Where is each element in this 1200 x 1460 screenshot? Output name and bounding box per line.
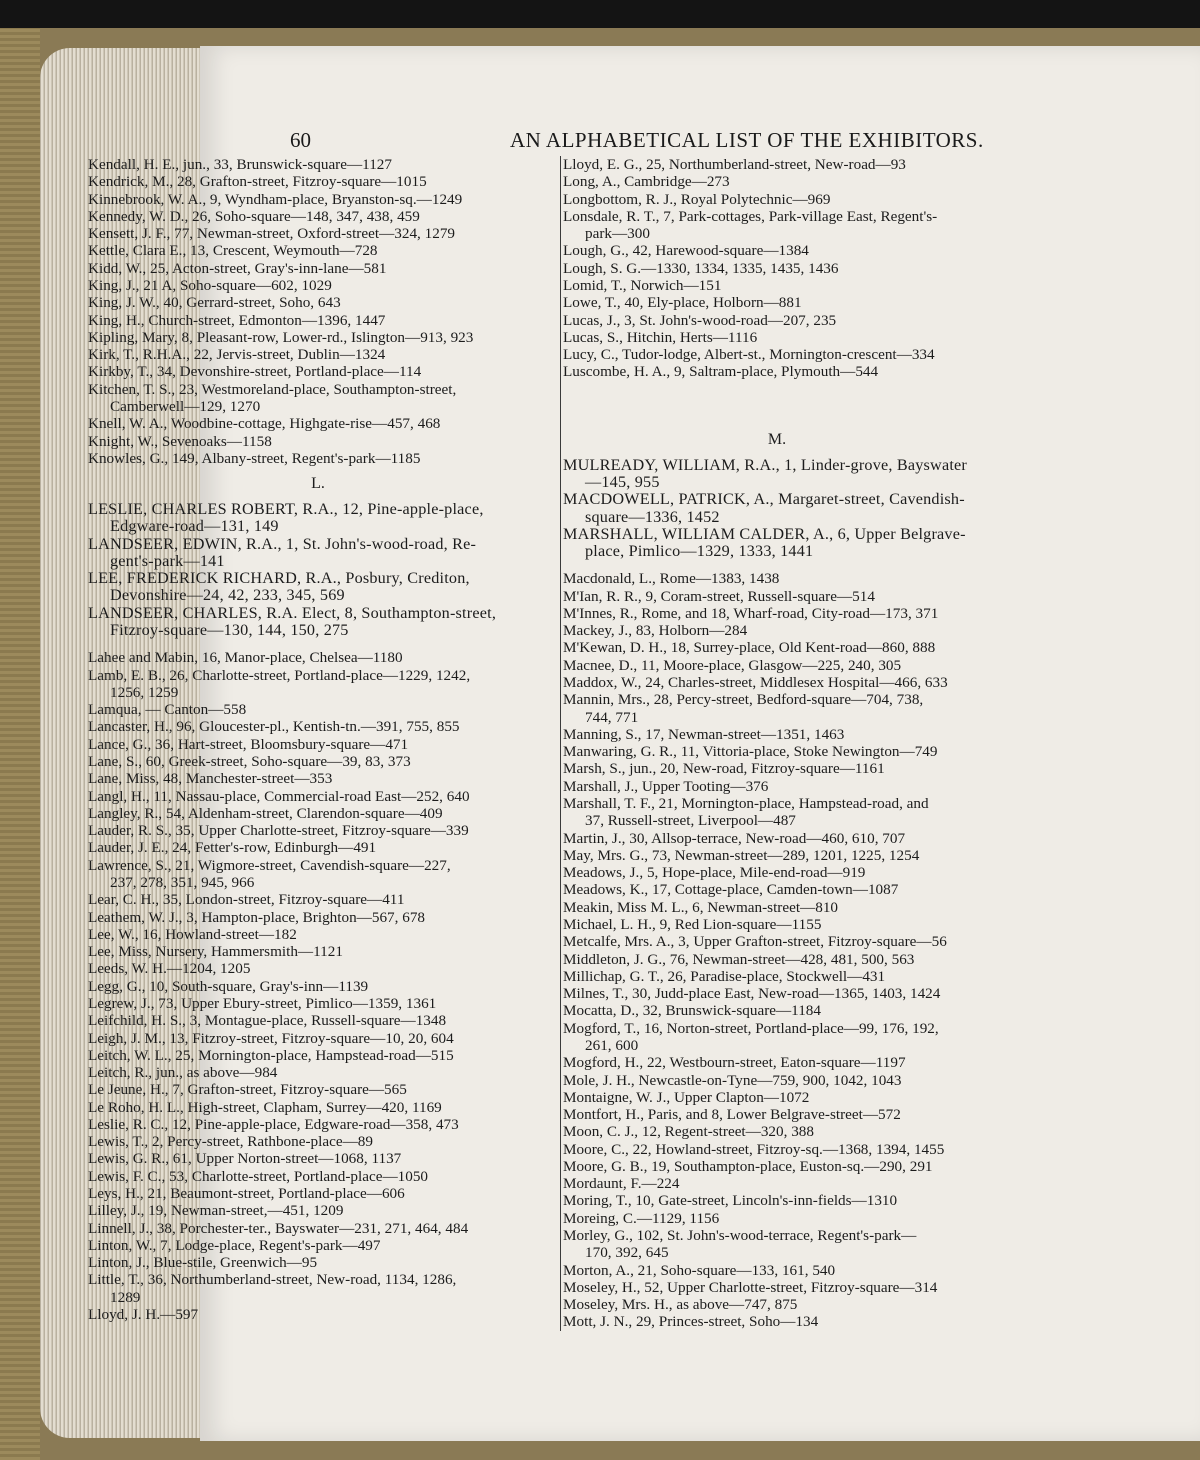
exhibitor-entry xyxy=(563,743,991,760)
exhibitor-entry xyxy=(88,191,548,208)
entry-line: Metcalfe, Mrs. A., 3, Upper Grafton-street, Fitzroy-square—56 xyxy=(563,933,947,951)
entry-line: Lloyd, E. G., 25, Northumberland-street, New-road—93 xyxy=(563,156,906,173)
exhibitor-entry xyxy=(88,1271,548,1306)
exhibitor-entry xyxy=(88,926,548,943)
entry-line: Lancaster, H., 96, Gloucester-pl., Kentish-tn.—391, 755, 855 xyxy=(88,718,460,736)
entry-continuation: Edgware-road—131, 149 xyxy=(110,517,279,536)
entry-line: Millichap, G. T., 26, Paradise-place, Stockwell—431 xyxy=(563,967,886,985)
entry-line: Lonsdale, R. T., 7, Park-cottages, Park-village East, Regent's- xyxy=(563,207,938,225)
entry-continuation: square—1336, 1452 xyxy=(585,507,720,526)
entry-line: Moseley, Mrs. H., as above—747, 875 xyxy=(563,1296,798,1314)
page-title: AN ALPHABETICAL LIST OF THE EXHIBITORS. xyxy=(510,128,984,152)
exhibitor-entry xyxy=(88,294,548,311)
exhibitor-entry xyxy=(563,691,991,726)
entry-line: Macdonald, L., Rome—1383, 1438 xyxy=(563,570,780,588)
entry-line: Longbottom, R. J., Royal Polytechnic—969 xyxy=(563,190,831,208)
exhibitor-entry xyxy=(88,1150,548,1167)
exhibitor-entry xyxy=(88,605,548,640)
spacer xyxy=(563,381,991,423)
entry-line: Leitch, W. L., 25, Mornington-place, Hampstead-road—515 xyxy=(88,1046,454,1064)
entry-line: Meadows, J., 5, Hope-place, Mile-end-road—919 xyxy=(563,864,866,882)
entry-line: Kensett, J. F., 77, Newman-street, Oxford-street—324, 1279 xyxy=(88,225,456,243)
spacer xyxy=(563,560,991,570)
entry-line: Morton, A., 21, Soho-square—133, 161, 540 xyxy=(563,1261,836,1279)
entry-line: Moseley, H., 52, Upper Charlotte-street, Fitzroy-square—314 xyxy=(563,1278,938,1296)
exhibitor-entry xyxy=(563,726,991,743)
exhibitor-entry xyxy=(563,933,991,950)
exhibitor-entry xyxy=(563,277,991,294)
entry-line: Montaigne, W. J., Upper Clapton—1072 xyxy=(563,1088,810,1106)
entry-line: Linnell, J., 38, Porchester-ter., Bayswater—231, 271, 464, 484 xyxy=(88,1219,469,1237)
entry-line: Leigh, J. M., 13, Fitzroy-street, Fitzroy-square—10, 20, 604 xyxy=(88,1029,454,1047)
entry-continuation: park—300 xyxy=(585,225,650,243)
entry-line: Moon, C. J., 12, Regent-street—320, 388 xyxy=(563,1123,814,1141)
entry-line: Milnes, T., 30, Judd-place East, New-road—1365, 1403, 1424 xyxy=(563,985,941,1003)
exhibitor-entry xyxy=(88,208,548,225)
exhibitor-entry xyxy=(88,277,548,294)
exhibitor-entry xyxy=(88,701,548,718)
exhibitor-entry xyxy=(563,526,991,561)
entry-line: Moore, G. B., 19, Southampton-place, Euston-sq.—290, 291 xyxy=(563,1157,933,1175)
entry-line: Leifchild, H. S., 3, Montague-place, Russell-square—1348 xyxy=(88,1012,447,1030)
entry-line: Kinnebrook, W. A., 9, Wyndham-place, Bryanston-sq.—1249 xyxy=(88,190,463,208)
exhibitor-entry xyxy=(563,916,991,933)
entry-line: Kirkby, T., 34, Devonshire-street, Portland-place—114 xyxy=(88,363,422,381)
book-cover-edge xyxy=(0,28,40,1460)
entry-line: M'Kewan, D. H., 18, Surrey-place, Old Kent-road—860, 888 xyxy=(563,639,936,657)
entry-line: Lewis, F. C., 53, Charlotte-street, Portland-place—1050 xyxy=(88,1167,429,1185)
entry-line: Linton, J., Blue-stile, Greenwich—95 xyxy=(88,1254,318,1272)
entry-line: Martin, J., 30, Allsop-terrace, New-road—460, 610, 707 xyxy=(563,829,906,847)
exhibitor-entry xyxy=(88,978,548,995)
exhibitor-entry xyxy=(88,1306,548,1323)
exhibitor-entry xyxy=(563,1262,991,1279)
entry-line: Manning, S., 17, Newman-street—1351, 1463 xyxy=(563,725,845,743)
entry-line: Kipling, Mary, 8, Pleasant-row, Lower-rd., Islington—913, 923 xyxy=(88,328,474,346)
exhibitor-entry xyxy=(88,822,548,839)
right-column xyxy=(560,156,991,1331)
entry-line: Kitchen, T. S., 23, Westmoreland-place, Southampton-street, xyxy=(88,380,457,398)
exhibitor-entry xyxy=(88,857,548,892)
entry-line: Lahee and Mabin, 16, Manor-place, Chelsea—1180 xyxy=(88,649,403,667)
exhibitor-entry xyxy=(88,839,548,856)
exhibitor-entry xyxy=(88,433,548,450)
entry-line: M'Innes, R., Rome, and 18, Wharf-road, City-road—173, 371 xyxy=(563,604,939,622)
entry-line: MARSHALL, WILLIAM CALDER, A., 6, Upper Belgrave- xyxy=(563,524,966,543)
exhibitor-entry xyxy=(563,674,991,691)
entry-line: Leitch, R., jun., as above—984 xyxy=(88,1064,278,1082)
entry-line: Mackey, J., 83, Holborn—284 xyxy=(563,622,748,640)
entry-line: Le Jeune, H., 7, Grafton-street, Fitzroy-square—565 xyxy=(88,1081,407,1099)
entry-continuation: place, Pimlico—1329, 1333, 1441 xyxy=(585,542,814,561)
exhibitor-entry xyxy=(88,346,548,363)
exhibitor-entry xyxy=(88,1064,548,1081)
entry-line: Moore, C., 22, Howland-street, Fitzroy-sq.—1368, 1394, 1455 xyxy=(563,1140,945,1158)
entry-line: Lear, C. H., 35, London-street, Fitzroy-square—411 xyxy=(88,891,405,909)
exhibitor-entry xyxy=(88,415,548,432)
entry-line: Lamb, E. B., 26, Charlotte-street, Portland-place—1229, 1242, xyxy=(88,666,471,684)
entry-line: Mannin, Mrs., 28, Percy-street, Bedford-square—704, 738, xyxy=(563,691,924,709)
entry-line: Moring, T., 10, Gate-street, Lincoln's-inn-fields—1310 xyxy=(563,1192,898,1210)
entry-line: Lough, S. G.—1330, 1334, 1335, 1435, 1436 xyxy=(563,259,839,277)
entry-line: LEE, FREDERICK RICHARD, R.A., Posbury, Crediton, xyxy=(88,569,470,588)
exhibitor-entry xyxy=(88,156,548,173)
exhibitor-entry xyxy=(88,1237,548,1254)
exhibitor-entry xyxy=(563,1106,991,1123)
entry-line: Lawrence, S., 21, Wigmore-street, Cavendish-square—227, xyxy=(88,856,451,874)
exhibitor-entry xyxy=(563,329,991,346)
entry-line: Little, T., 36, Northumberland-street, New-road, 1134, 1286, xyxy=(88,1271,457,1289)
exhibitor-entry xyxy=(88,1133,548,1150)
entry-line: Le Roho, H. L., High-street, Clapham, Surrey—420, 1169 xyxy=(88,1098,442,1116)
exhibitor-entry xyxy=(563,363,991,380)
entry-line: Langl, H., 11, Nassau-place, Commercial-road East—252, 640 xyxy=(88,787,470,805)
exhibitor-entry xyxy=(563,588,991,605)
exhibitor-entry xyxy=(563,260,991,277)
exhibitor-entry xyxy=(563,864,991,881)
exhibitor-entry xyxy=(88,1030,548,1047)
entry-line: Lewis, G. R., 61, Upper Norton-street—1068, 1137 xyxy=(88,1150,402,1168)
entry-continuation: Fitzroy-square—130, 144, 150, 275 xyxy=(110,621,349,640)
exhibitor-entry xyxy=(563,968,991,985)
entry-line: Luscombe, H. A., 9, Saltram-place, Plymouth—544 xyxy=(563,363,879,381)
entry-line: Maddox, W., 24, Charles-street, Middlesex Hospital—466, 633 xyxy=(563,674,948,692)
entry-line: Lance, G., 36, Hart-street, Bloomsbury-square—471 xyxy=(88,735,409,753)
entry-line: King, J., 21 A, Soho-square—602, 1029 xyxy=(88,276,332,294)
entry-line: Macnee, D., 11, Moore-place, Glasgow—225, 240, 305 xyxy=(563,656,902,674)
entry-line: Legrew, J., 73, Upper Ebury-street, Pimlico—1359, 1361 xyxy=(88,994,437,1012)
entry-line: MACDOWELL, PATRICK, A., Margaret-street, Cavendish- xyxy=(563,490,965,509)
entry-line: King, J. W., 40, Gerrard-street, Soho, 643 xyxy=(88,294,341,312)
exhibitor-entry xyxy=(563,346,991,363)
exhibitor-entry xyxy=(88,960,548,977)
entry-line: M'Ian, R. R., 9, Coram-street, Russell-square—514 xyxy=(563,587,875,605)
entry-line: Mogford, H., 22, Westbourn-street, Eaton-square—1197 xyxy=(563,1054,906,1072)
entry-line: Langley, R., 54, Aldenham-street, Clarendon-square—409 xyxy=(88,804,443,822)
entry-line: Lomid, T., Norwich—151 xyxy=(563,276,722,294)
entry-line: Morley, G., 102, St. John's-wood-terrace, Regent's-park— xyxy=(563,1227,917,1245)
entry-line: Leeds, W. H.—1204, 1205 xyxy=(88,960,251,978)
entry-line: Kettle, Clara E., 13, Crescent, Weymouth—728 xyxy=(88,242,378,260)
exhibitor-entry xyxy=(563,1210,991,1227)
exhibitor-entry xyxy=(88,173,548,190)
entry-line: LANDSEER, EDWIN, R.A., 1, St. John's-wood-road, Re- xyxy=(88,534,477,553)
exhibitor-entry xyxy=(563,1020,991,1055)
entry-continuation: gent's-park—141 xyxy=(110,551,225,570)
entry-line: Marshall, J., Upper Tooting—376 xyxy=(563,777,769,795)
exhibitor-entry xyxy=(563,312,991,329)
exhibitor-entry xyxy=(563,1313,991,1330)
exhibitor-entry xyxy=(88,1047,548,1064)
entry-line: Lamqua, — Canton—558 xyxy=(88,701,247,719)
entry-line: Lane, S., 60, Greek-street, Soho-square—39, 83, 373 xyxy=(88,753,411,770)
entry-continuation: 237, 278, 351, 945, 966 xyxy=(110,873,255,891)
left-column xyxy=(88,156,548,1323)
exhibitor-entry xyxy=(88,1185,548,1202)
exhibitor-entry xyxy=(563,1054,991,1071)
exhibitor-entry xyxy=(88,1081,548,1098)
entry-continuation: 1256, 1259 xyxy=(110,683,179,701)
exhibitor-entry xyxy=(563,1279,991,1296)
entry-line: Linton, W., 7, Lodge-place, Regent's-park—497 xyxy=(88,1236,381,1254)
entry-line: Kendall, H. E., jun., 33, Brunswick-square—1127 xyxy=(88,156,392,173)
entry-continuation: Devonshire—24, 42, 233, 345, 569 xyxy=(110,586,345,605)
entry-line: Knell, W. A., Woodbine-cottage, Highgate-rise—457, 468 xyxy=(88,415,441,433)
exhibitor-entry xyxy=(563,173,991,190)
exhibitor-entry xyxy=(88,381,548,416)
exhibitor-entry xyxy=(563,1175,991,1192)
exhibitor-entry xyxy=(88,450,548,467)
exhibitor-entry xyxy=(563,830,991,847)
exhibitor-entry xyxy=(88,1254,548,1271)
entry-line: Michael, L. H., 9, Red Lion-square—1155 xyxy=(563,915,822,933)
entry-line: Leathem, W. J., 3, Hampton-place, Brighton—567, 678 xyxy=(88,908,426,926)
entry-line: Leys, H., 21, Beaumont-street, Portland-place—606 xyxy=(88,1185,405,1203)
exhibitor-entry xyxy=(563,985,991,1002)
exhibitor-entry xyxy=(563,657,991,674)
entry-line: Middleton, J. G., 76, Newman-street—428, 481, 500, 563 xyxy=(563,950,915,968)
exhibitor-entry xyxy=(563,294,991,311)
entry-line: Marsh, S., jun., 20, New-road, Fitzroy-square—1161 xyxy=(563,760,885,778)
entry-line: Mole, J. H., Newcastle-on-Tyne—759, 900, 1042, 1043 xyxy=(563,1071,902,1089)
exhibitor-entry xyxy=(88,1099,548,1116)
exhibitor-entry xyxy=(563,570,991,587)
entry-line: Moreing, C.—1129, 1156 xyxy=(563,1209,720,1227)
exhibitor-entry xyxy=(563,242,991,259)
exhibitor-entry xyxy=(563,1072,991,1089)
entry-continuation: 1289 xyxy=(110,1288,141,1306)
entry-line: Montfort, H., Paris, and 8, Lower Belgrave-street—572 xyxy=(563,1106,901,1124)
entry-continuation: 261, 600 xyxy=(585,1036,639,1054)
exhibitor-entry xyxy=(563,778,991,795)
entry-line: Lee, Miss, Nursery, Hammersmith—1121 xyxy=(88,943,343,961)
entry-line: Manwaring, G. R., 11, Vittoria-place, Stoke Newington—749 xyxy=(563,743,938,761)
exhibitor-entry xyxy=(563,1296,991,1313)
exhibitor-entry xyxy=(88,1012,548,1029)
exhibitor-entry xyxy=(563,1089,991,1106)
exhibitor-entry xyxy=(563,847,991,864)
entry-line: Meadows, K., 17, Cottage-place, Camden-town—1087 xyxy=(563,881,899,899)
exhibitor-entry xyxy=(88,225,548,242)
entry-line: King, H., Church-street, Edmonton—1396, 1447 xyxy=(88,311,386,329)
exhibitor-entry xyxy=(88,501,548,536)
exhibitor-entry xyxy=(88,805,548,822)
exhibitor-entry xyxy=(563,457,991,492)
exhibitor-entry xyxy=(563,208,991,243)
exhibitor-entry xyxy=(563,156,991,173)
entry-line: Lee, W., 16, Howland-street—182 xyxy=(88,925,297,943)
entry-line: Leslie, R. C., 12, Pine-apple-place, Edgware-road—358, 473 xyxy=(88,1115,459,1133)
exhibitor-entry xyxy=(563,605,991,622)
entry-line: Knight, W., Sevenoaks—1158 xyxy=(88,432,272,450)
exhibitor-entry xyxy=(563,622,991,639)
entry-continuation: Camberwell—129, 1270 xyxy=(110,397,261,415)
entry-line: Legg, G., 10, South-square, Gray's-inn—1139 xyxy=(88,977,369,995)
entry-line: Lloyd, J. H.—597 xyxy=(88,1306,199,1323)
entry-line: LESLIE, CHARLES ROBERT, R.A., 12, Pine-apple-place, xyxy=(88,500,484,519)
exhibitor-entry xyxy=(88,363,548,380)
entry-line: MULREADY, WILLIAM, R.A., 1, Linder-grove, Bayswater xyxy=(563,455,968,474)
exhibitor-entry xyxy=(563,191,991,208)
entry-line: Kirk, T., R.H.A., 22, Jervis-street, Dublin—1324 xyxy=(88,346,386,364)
exhibitor-entry xyxy=(88,260,548,277)
entry-line: Marshall, T. F., 21, Mornington-place, Hampstead-road, and xyxy=(563,795,929,812)
entry-line: Knowles, G., 149, Albany-street, Regent's-park—1185 xyxy=(88,449,421,467)
book xyxy=(0,28,1200,1460)
entry-line: May, Mrs. G., 73, Newman-street—289, 1201, 1225, 1254 xyxy=(563,846,920,864)
entry-line: Lucas, J., 3, St. John's-wood-road—207, 235 xyxy=(563,311,837,329)
exhibitor-entry xyxy=(563,1002,991,1019)
exhibitor-entry xyxy=(88,753,548,770)
exhibitor-entry xyxy=(563,1158,991,1175)
entry-line: Lucas, S., Hitchin, Herts—1116 xyxy=(563,328,758,346)
exhibitor-entry xyxy=(563,899,991,916)
exhibitor-entry xyxy=(88,770,548,787)
exhibitor-entry xyxy=(563,1123,991,1140)
section-letter: L. xyxy=(311,475,325,493)
entry-line: Kidd, W., 25, Acton-street, Gray's-inn-lane—581 xyxy=(88,259,387,277)
entry-continuation: 170, 392, 645 xyxy=(585,1244,669,1262)
entry-line: Long, A., Cambridge—273 xyxy=(563,173,730,191)
exhibitor-entry xyxy=(88,1168,548,1185)
entry-line: Lilley, J., 19, Newman-street,—451, 1209 xyxy=(88,1202,344,1220)
entry-line: Mott, J. N., 29, Princes-street, Soho—134 xyxy=(563,1313,819,1331)
exhibitor-entry xyxy=(88,1116,548,1133)
entry-line: Mogford, T., 16, Norton-street, Portland-place—99, 176, 192, xyxy=(563,1019,939,1037)
entry-line: LANDSEER, CHARLES, R.A. Elect, 8, Southampton-street, xyxy=(88,603,497,622)
entry-line: Kennedy, W. D., 26, Soho-square—148, 347, 438, 459 xyxy=(88,207,420,225)
exhibitor-entry xyxy=(88,788,548,805)
entry-line: Lowe, T., 40, Ely-place, Holborn—881 xyxy=(563,294,802,312)
entry-line: Lucy, C., Tudor-lodge, Albert-st., Mornington-crescent—334 xyxy=(563,346,935,364)
exhibitor-entry xyxy=(88,312,548,329)
exhibitor-entry xyxy=(563,951,991,968)
exhibitor-entry xyxy=(88,536,548,571)
entry-line: Mocatta, D., 32, Brunswick-square—1184 xyxy=(563,1002,821,1020)
exhibitor-entry xyxy=(88,891,548,908)
entry-line: Mordaunt, F.—224 xyxy=(563,1175,680,1193)
exhibitor-entry xyxy=(88,242,548,259)
exhibitor-entry xyxy=(563,881,991,898)
exhibitor-entry xyxy=(88,943,548,960)
entry-line: Lough, G., 42, Harewood-square—1384 xyxy=(563,242,809,260)
exhibitor-entry xyxy=(563,760,991,777)
exhibitor-entry xyxy=(563,1141,991,1158)
entry-continuation: —145, 955 xyxy=(585,472,660,491)
section-letter: M. xyxy=(767,430,787,448)
spacer xyxy=(88,639,548,649)
entry-line: Lane, Miss, 48, Manchester-street—353 xyxy=(88,770,333,788)
exhibitor-entry xyxy=(88,909,548,926)
exhibitor-entry xyxy=(88,1220,548,1237)
page-number: 60 xyxy=(290,128,311,152)
exhibitor-entry xyxy=(563,795,991,830)
entry-line: Lauder, R. S., 35, Upper Charlotte-street, Fitzroy-square—339 xyxy=(88,822,469,840)
exhibitor-entry xyxy=(563,491,991,526)
exhibitor-entry xyxy=(88,329,548,346)
entry-continuation: 37, Russell-street, Liverpool—487 xyxy=(585,812,796,830)
exhibitor-entry xyxy=(88,1202,548,1219)
entry-line: Lewis, T., 2, Percy-street, Rathbone-place—89 xyxy=(88,1133,373,1151)
exhibitor-entry xyxy=(563,1192,991,1209)
entry-continuation: 744, 771 xyxy=(585,708,639,726)
exhibitor-entry xyxy=(88,667,548,702)
exhibitor-entry xyxy=(88,736,548,753)
exhibitor-entry xyxy=(88,995,548,1012)
entry-line: Lauder, J. E., 24, Fetter's-row, Edinburgh—491 xyxy=(88,839,377,857)
exhibitor-entry xyxy=(88,649,548,666)
exhibitor-entry xyxy=(563,639,991,656)
entry-line: Meakin, Miss M. L., 6, Newman-street—810 xyxy=(563,898,839,916)
exhibitor-entry xyxy=(88,570,548,605)
entry-line: Kendrick, M., 28, Grafton-street, Fitzroy-square—1015 xyxy=(88,173,427,191)
exhibitor-entry xyxy=(563,1227,991,1262)
exhibitor-entry xyxy=(88,718,548,735)
